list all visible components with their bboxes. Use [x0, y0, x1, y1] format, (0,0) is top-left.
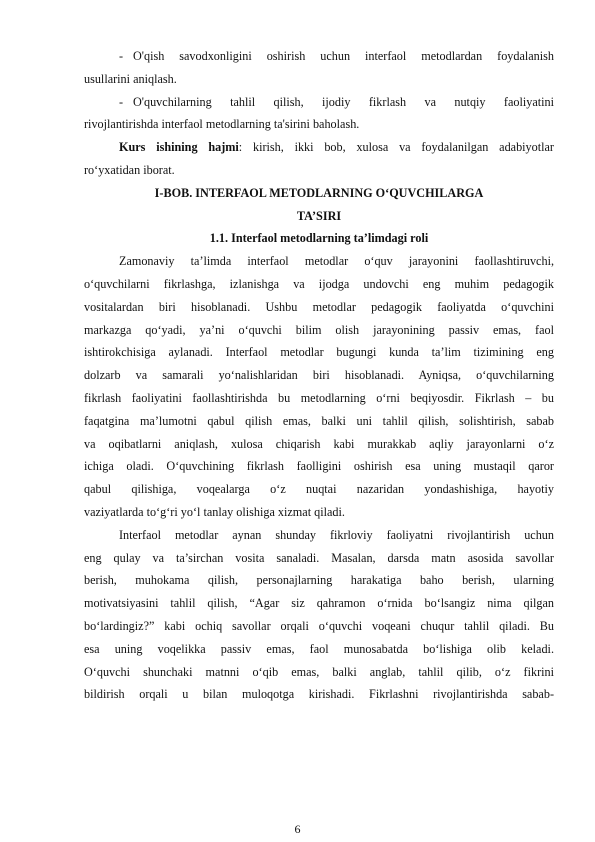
bullet-item-1-line-2: usullarini aniqlash.: [84, 71, 177, 86]
structure-line-1: [84, 136, 554, 159]
paragraph-line: va oqibatlarni aniqlash, xulosa chiqarish kabi murakkab aqliy jarayonlarni o‘z: [84, 436, 554, 451]
page-number: 6: [294, 822, 301, 836]
bullet-text: O'quvchilarning tahlil qilish, ijodiy fikrlash va nutqiy faoliyatini: [133, 94, 554, 109]
structure-lead: Kurs ishining hajmi: [119, 140, 239, 155]
bullet-dash: -: [119, 94, 124, 109]
paragraph-line: bildirish orqali u bilan muloqotga kirishadi. Fikrlashni rivojlantirishda sabab-: [84, 687, 554, 702]
paragraph-2: [84, 524, 554, 706]
paragraph-line: Zamonaviy ta’limda interfaol metodlar o‘quv jarayonini faollashtiruvchi,: [119, 254, 554, 269]
paragraph-line: dolzarb va samarali yo‘nalishlaridan biri hisoblanadi. Ayniqsa, o‘quvchilarning: [84, 368, 554, 383]
bullet-item-2-line-1: [84, 91, 554, 114]
paragraph-line: vositalardan biri hisoblanadi. Ushbu metodlar pedagogik faoliyatda o‘quvchini: [84, 299, 554, 314]
paragraph-1: [84, 250, 554, 524]
paragraph-line: fikrlash faoliyatini faollashtirishda bu metodlarning o‘rni beqiyosdir. Fikrlash – bu: [84, 390, 554, 405]
paragraph-line: eng qulay va ta’sirchan vosita sanaladi. Masalan, darsda matn asosida savollar: [84, 550, 554, 565]
paragraph-line: vaziyatlarda to‘g‘ri yo‘l tanlay olishiga xizmat qiladi.: [84, 504, 345, 519]
paragraph-line: bo‘lardingiz?” kabi ochiq savollar orqali o‘quvchi voqeani chuqur tahlil qiladi. Bu: [84, 618, 554, 633]
section-heading: 1.1. Interfaol metodlarning ta’limdagi roli: [209, 231, 429, 246]
structure-rest: : kirish, ikki bob, xulosa va foydalanilgan adabiyotlar: [238, 140, 554, 155]
paragraph-line: berish, muhokama qilish, personajlarning harakatiga baho berish, ularning: [84, 573, 554, 588]
paragraph-line: faqatgina ma’lumotni qabul qilish emas, balki uni tahlil qilish, solishtirish, sabab: [84, 413, 554, 428]
structure-line-2: ro‘yxatidan iborat.: [84, 162, 175, 177]
paragraph-line: Interfaol metodlar aynan shunday fikrloviy faoliyatni rivojlantirish uchun: [119, 527, 554, 542]
paragraph-line: qabul qilishiga, voqealarga o‘z nuqtai nazaridan yondashishiga, hayotiy: [84, 482, 554, 497]
paragraph-line: markazga qo‘yadi, ya’ni o‘quvchi bilim olish jarayonining passiv emas, faol: [84, 322, 554, 337]
paragraph-line: esa uning voqelikka passiv emas, faol munosabatda bo‘lishiga olib keladi.: [84, 641, 554, 656]
document-page: [84, 45, 554, 706]
chapter-heading-line-2: TA’SIRI: [296, 208, 342, 223]
bullet-dash: -: [119, 49, 124, 63]
paragraph-line: O‘quvchi shunchaki matnni o‘qib emas, balki anglab, tahlil qilib, o‘z fikrini: [84, 664, 554, 679]
paragraph-line: o‘quvchilarni fikrlashga, izlanishga va ijodga undovchi eng muhim pedagogik: [84, 276, 554, 291]
bullet-item-1-line-1: [84, 45, 554, 68]
chapter-heading-line-1: I-BOB. INTERFAOL METODLARNING O‘QUVCHILARGA: [154, 185, 484, 200]
bullet-item-2-line-2: rivojlantirishda interfaol metodlarning ta'sirini baholash.: [84, 117, 360, 132]
paragraph-line: ichiga oladi. O‘quvchining fikrlash faolligini oshirish esa uning mustaqil qaror: [84, 459, 554, 474]
paragraph-line: motivatsiyasini tahlil qilish, “Agar siz qahramon o‘rnida bo‘lsangiz nima qilgan: [84, 596, 554, 611]
paragraph-line: ishtirokchisiga aylanadi. Interfaol metodlar bugungi kunda ta’lim tizimining eng: [84, 345, 554, 360]
bullet-text: O'qish savodxonligini oshirish uchun interfaol metodlardan foydalanish: [133, 49, 554, 63]
